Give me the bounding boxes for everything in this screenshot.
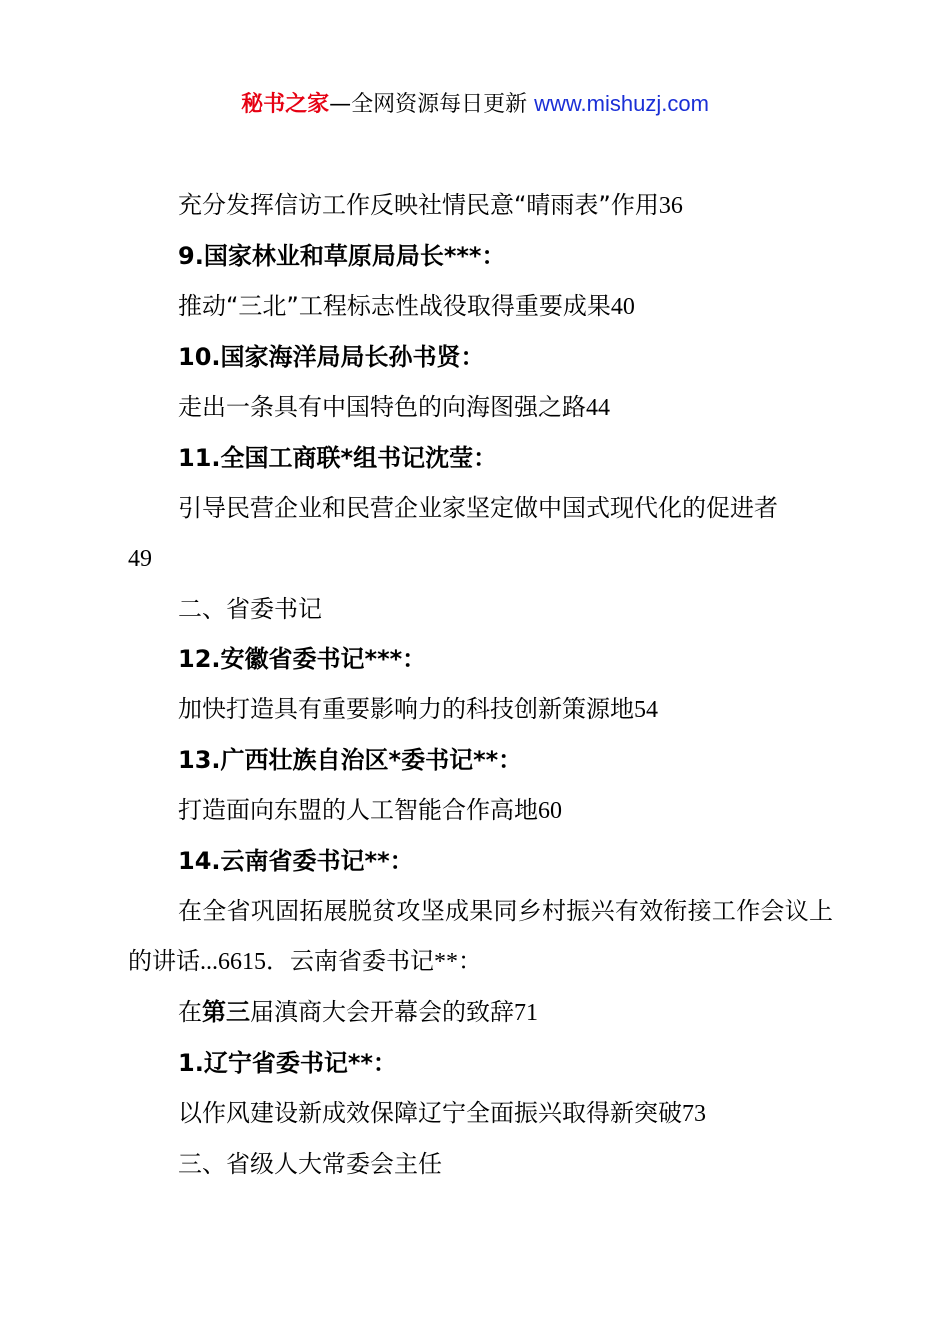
toc-content <box>128 180 833 1189</box>
toc-heading: 12.安徽省委书记***： <box>178 645 427 673</box>
page-number: 60 <box>538 798 562 824</box>
site-url-link[interactable]: www.mishuzj.com <box>534 91 709 116</box>
toc-entry <box>128 1088 833 1139</box>
page-number: 44 <box>586 395 610 421</box>
toc-entry <box>128 483 833 584</box>
page-number: 71 <box>514 1000 538 1026</box>
toc-entry <box>128 987 833 1038</box>
toc-entry <box>128 684 833 735</box>
toc-entry <box>128 281 833 332</box>
toc-heading: 10.国家海洋局局长孙书贤： <box>178 343 485 371</box>
page-number: ...6615．云南省委书记**： <box>200 949 482 975</box>
section-heading: 二、省委书记 <box>178 595 322 623</box>
entry-title: 在全省巩固拓展脱贫攻坚成果同乡村振兴有效衔接工作会议上的讲话 <box>128 897 833 975</box>
page-number: 40 <box>610 294 635 320</box>
entry-title: 以作风建设新成效保障辽宁全面振兴取得新突破 <box>178 1099 682 1127</box>
entry-title: 加快打造具有重要影响力的科技创新策源地 <box>178 695 634 723</box>
site-header <box>0 88 950 121</box>
toc-entry <box>128 382 833 433</box>
entry-title: 届滇商大会开幕会的致辞 <box>250 998 514 1026</box>
page-number: 73 <box>682 1101 706 1127</box>
entry-title: 推动“三北”工程标志性战役取得重要成果 <box>178 292 611 320</box>
toc-heading: 14.云南省委书记**： <box>178 847 414 875</box>
toc-heading: 1.辽宁省委书记**： <box>178 1049 397 1077</box>
toc-entry <box>128 785 833 836</box>
toc-heading: 13.广西壮族自治区*委书记**： <box>178 746 523 774</box>
entry-title: 打造面向东盟的人工智能合作高地 <box>178 796 538 824</box>
toc-heading: 11.全国工商联*组书记沈莹： <box>178 444 498 472</box>
section-heading: 三、省级人大常委会主任 <box>178 1150 442 1178</box>
page-number: 54 <box>634 697 658 723</box>
header-slogan: —全网资源每日更新 <box>329 92 535 117</box>
entry-prefix: 在 <box>178 998 202 1026</box>
page-number: 49 <box>128 546 152 572</box>
entry-title: 走出一条具有中国特色的向海图强之路 <box>178 393 586 421</box>
brand-name: 秘书之家 <box>241 92 330 117</box>
toc-entry <box>128 180 833 231</box>
entry-highlight: 第三 <box>202 998 250 1026</box>
page-number: 36 <box>658 193 683 219</box>
entry-title: 引导民营企业和民营企业家坚定做中国式现代化的促进者 <box>178 494 778 522</box>
toc-entry <box>128 886 833 987</box>
toc-heading: 9.国家林业和草原局局长***： <box>178 242 506 270</box>
entry-title: 充分发挥信访工作反映社情民意“晴雨表”作用 <box>178 191 659 219</box>
